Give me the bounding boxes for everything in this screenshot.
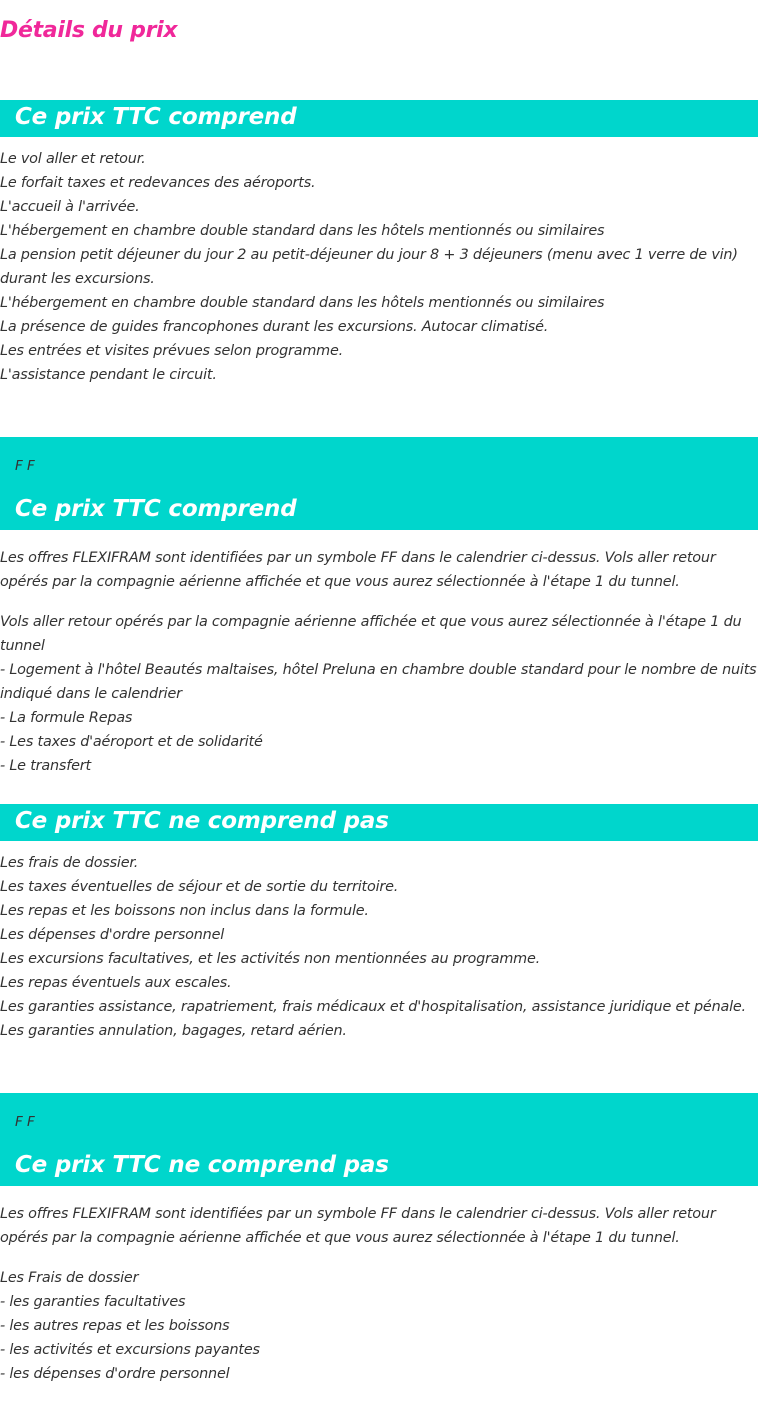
list-item: La pension petit déjeuner du jour 2 au petit-déjeuner du jour 8 + 3 déjeuners (menu avec 1 verre de vin) durant les excursions. bbox=[0, 247, 738, 287]
list-item: Les dépenses d'ordre personnel bbox=[0, 927, 225, 943]
section-ff-excludes-title: Ce prix TTC ne comprend pas bbox=[15, 1152, 389, 1178]
section-ff-includes-intro: Les offres FLEXIFRAM sont identifiées par un symbole FF dans le calendrier ci-dessus. Vols aller retour opérés par la compagnie aérienne affichée et que vous aurez sélectionnée à l'étape 1 du tunnel. bbox=[0, 550, 716, 590]
section-ff-excludes-intro: Les offres FLEXIFRAM sont identifiées par un symbole FF dans le calendrier ci-dessus. Vols aller retour opérés par la compagnie aérienne affichée et que vous aurez sélectionnée à l'étape 1 du tunnel. bbox=[0, 1206, 716, 1246]
list-item: - les autres repas et les boissons bbox=[0, 1318, 230, 1334]
list-item: - Logement à l'hôtel Beautés maltaises, hôtel Preluna en chambre double standard pour le nombre de nuits indiqué dans le calendrier bbox=[0, 662, 757, 702]
list-item: Les garanties annulation, bagages, retard aérien. bbox=[0, 1023, 347, 1039]
section-ff-includes-title: Ce prix TTC comprend bbox=[15, 496, 297, 522]
ff-code-label: F F bbox=[15, 458, 35, 474]
list-item: Les excursions facultatives, et les activités non mentionnées au programme. bbox=[0, 951, 541, 967]
list-item: - Les taxes d'aéroport et de solidarité bbox=[0, 734, 263, 750]
page-title: Détails du prix bbox=[0, 18, 178, 43]
section-ff-includes-header bbox=[0, 437, 758, 530]
section-includes-title: Ce prix TTC comprend bbox=[15, 104, 297, 130]
list-item: L'hébergement en chambre double standard dans les hôtels mentionnés ou similaires bbox=[0, 295, 605, 311]
section-ff-excludes-list bbox=[0, 1266, 758, 1386]
list-item: Les Frais de dossier bbox=[0, 1270, 139, 1286]
list-item: - les dépenses d'ordre personnel bbox=[0, 1366, 230, 1382]
list-item: L'assistance pendant le circuit. bbox=[0, 367, 217, 383]
section-ff-excludes-header bbox=[0, 1093, 758, 1186]
list-item: - les activités et excursions payantes bbox=[0, 1342, 260, 1358]
list-item: - les garanties facultatives bbox=[0, 1294, 186, 1310]
list-item: La présence de guides francophones durant les excursions. Autocar climatisé. bbox=[0, 319, 549, 335]
section-excludes-title: Ce prix TTC ne comprend pas bbox=[15, 808, 389, 834]
list-item: Les garanties assistance, rapatriement, frais médicaux et d'hospitalisation, assistance juridique et pénale. bbox=[0, 999, 746, 1015]
section-includes-list bbox=[0, 147, 758, 387]
section-excludes-header bbox=[0, 804, 758, 841]
section-ff-includes-list bbox=[0, 610, 758, 778]
list-item: Les entrées et visites prévues selon programme. bbox=[0, 343, 344, 359]
list-item: L'hébergement en chambre double standard dans les hôtels mentionnés ou similaires bbox=[0, 223, 605, 239]
section-excludes-list bbox=[0, 851, 758, 1043]
list-item: Vols aller retour opérés par la compagnie aérienne affichée et que vous aurez sélectionnée à l'étape 1 du tunnel bbox=[0, 614, 742, 654]
ff-code-label: F F bbox=[15, 1114, 35, 1130]
list-item: Les frais de dossier. bbox=[0, 855, 139, 871]
list-item: Les taxes éventuelles de séjour et de sortie du territoire. bbox=[0, 879, 399, 895]
list-item: Les repas et les boissons non inclus dans la formule. bbox=[0, 903, 369, 919]
list-item: Les repas éventuels aux escales. bbox=[0, 975, 232, 991]
list-item: Le vol aller et retour. bbox=[0, 151, 146, 167]
list-item: - La formule Repas bbox=[0, 710, 133, 726]
section-includes-header bbox=[0, 100, 758, 137]
list-item: L'accueil à l'arrivée. bbox=[0, 199, 140, 215]
list-item: Le forfait taxes et redevances des aéroports. bbox=[0, 175, 316, 191]
list-item: - Le transfert bbox=[0, 758, 91, 774]
